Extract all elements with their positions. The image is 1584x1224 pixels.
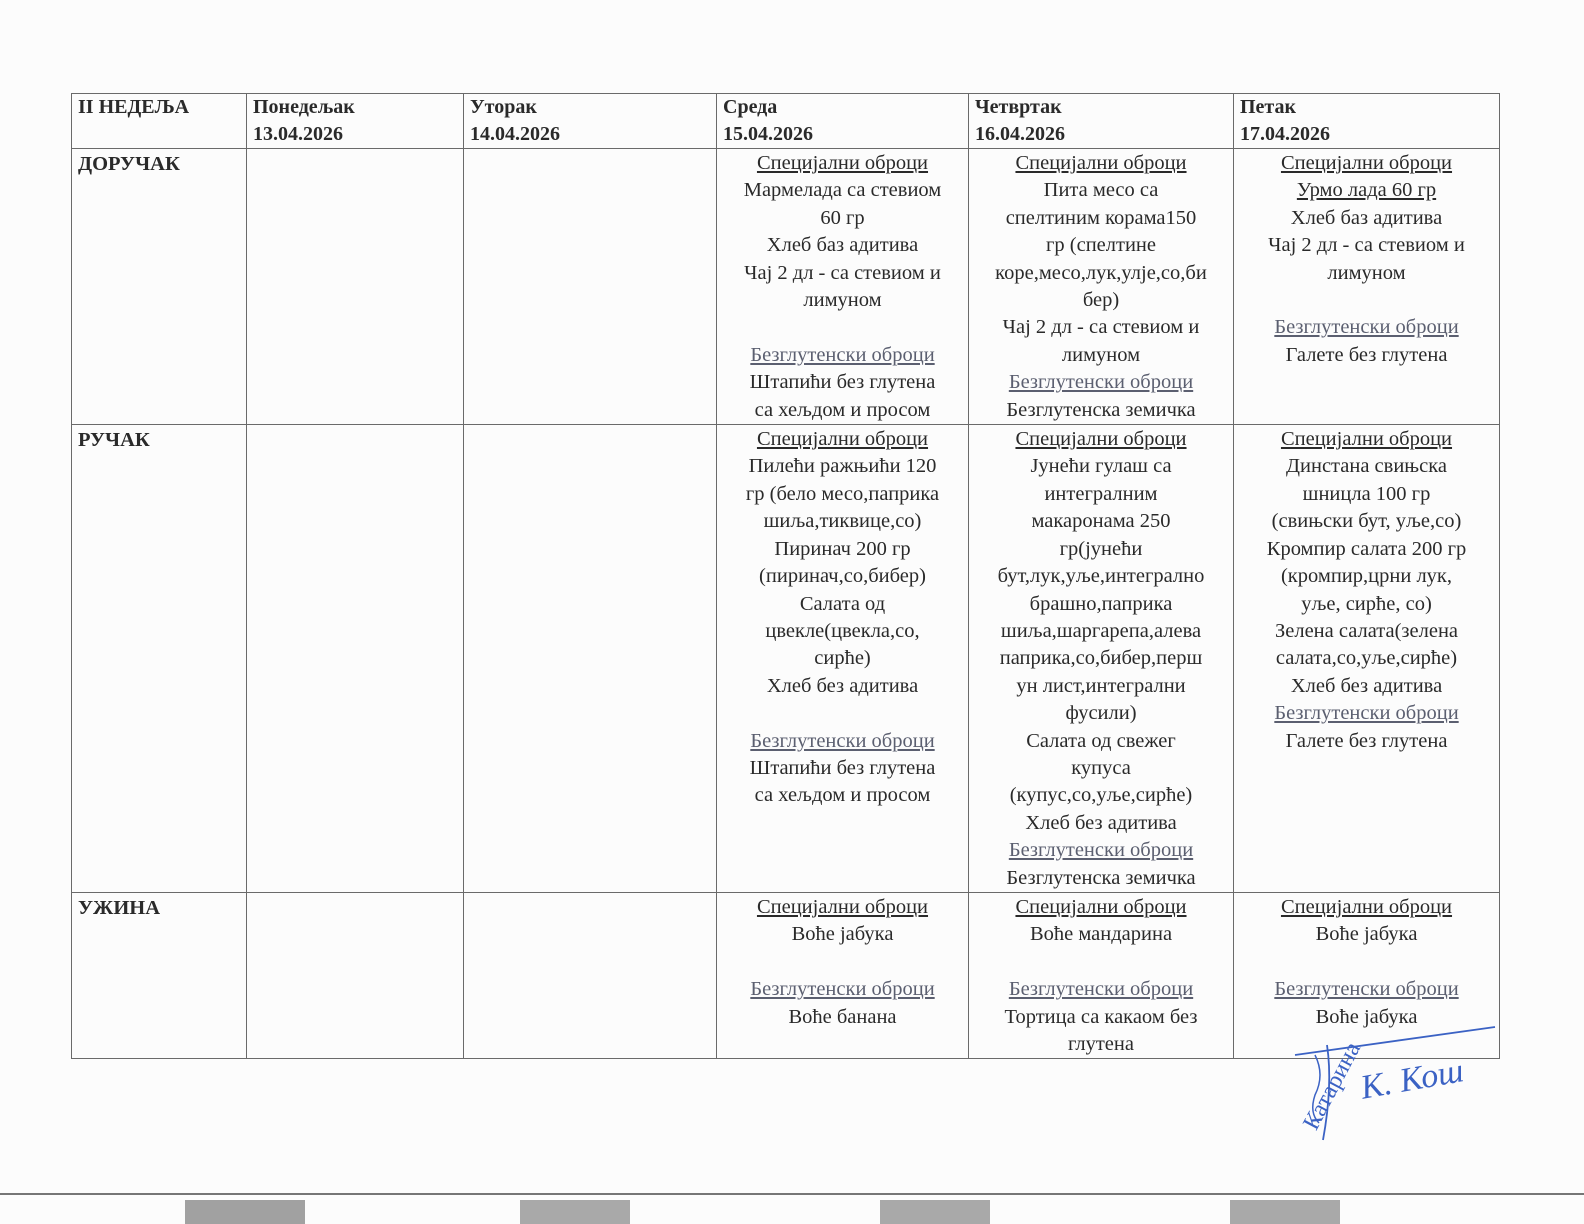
menu-cell bbox=[1234, 149, 1500, 425]
menu-line: Салата од свежег bbox=[1026, 729, 1176, 752]
gluten-free-heading: Безглутенски оброци bbox=[1274, 316, 1459, 339]
scan-edge-artifact bbox=[0, 1190, 1584, 1224]
menu-line: Јунећи гулаш са bbox=[1030, 455, 1172, 478]
menu-line: лимуном bbox=[803, 289, 882, 312]
day-name: Уторак bbox=[470, 96, 537, 118]
blank-line bbox=[1236, 287, 1497, 314]
menu-line: (кромпир,црни лук, bbox=[1280, 565, 1453, 588]
menu-cell bbox=[247, 425, 464, 893]
menu-line: салата,со,уље,сирће) bbox=[1275, 647, 1458, 670]
menu-line: Тортица са какаом без bbox=[1004, 1005, 1198, 1028]
menu-line: Безглутенска земичка bbox=[1006, 866, 1196, 889]
special-meals-heading: Специјални оброци bbox=[1280, 895, 1453, 918]
menu-line: фусили) bbox=[1065, 702, 1137, 725]
menu-line: Пиринач 200 гр bbox=[774, 537, 911, 560]
menu-line: Салата од bbox=[799, 592, 886, 615]
menu-line: паприка,со,бибер,перш bbox=[999, 647, 1203, 670]
stamp-signature bbox=[1275, 1015, 1505, 1150]
signature: К. Кош bbox=[1357, 1052, 1467, 1107]
menu-line: интегралним bbox=[1044, 482, 1158, 505]
day-date: 16.04.2026 bbox=[975, 123, 1065, 145]
special-meals-heading: Специјални оброци bbox=[1015, 428, 1187, 451]
menu-cell bbox=[969, 892, 1234, 1058]
gluten-free-heading: Безглутенски оброци bbox=[1274, 702, 1459, 725]
day-date: 15.04.2026 bbox=[723, 123, 813, 145]
gluten-free-heading: Безглутенски оброци bbox=[1008, 371, 1194, 394]
day-name: Четвртак bbox=[975, 96, 1062, 118]
menu-line: гр(јунећи bbox=[1059, 537, 1143, 560]
menu-line: ун лист,интегрални bbox=[1016, 674, 1186, 697]
gluten-free-heading: Безглутенски оброци bbox=[1008, 839, 1194, 862]
menu-line: Чај 2 дл - са стевиом и bbox=[1268, 234, 1465, 257]
menu-line: лимуном bbox=[1061, 343, 1141, 366]
menu-line: бут,лук,уље,интегрално bbox=[997, 565, 1205, 588]
menu-line: макаронама 250 bbox=[1031, 510, 1171, 533]
menu-line: (пиринач,со,бибер) bbox=[759, 565, 926, 588]
menu-cell bbox=[1234, 425, 1500, 893]
menu-line: Кромпир салата 200 гр bbox=[1266, 537, 1467, 560]
day-header-monday bbox=[247, 94, 464, 149]
blank-line bbox=[1236, 949, 1497, 976]
menu-line: са хељдом и просом bbox=[754, 784, 931, 807]
menu-line: Воће мандарина bbox=[1029, 923, 1173, 946]
menu-cell bbox=[464, 892, 717, 1058]
menu-line: Хлеб баз адитива bbox=[1290, 206, 1443, 229]
day-name: Петак bbox=[1240, 96, 1297, 118]
menu-line: Хлеб без адитива bbox=[1025, 811, 1177, 834]
day-date: 13.04.2026 bbox=[253, 123, 343, 145]
menu-line: гр (бело месо,паприка bbox=[745, 482, 940, 505]
special-meals-heading: Специјални оброци bbox=[1015, 152, 1187, 174]
menu-line: брашно,паприка bbox=[1029, 592, 1173, 615]
gluten-free-heading: Безглутенски оброци bbox=[750, 978, 935, 1001]
menu-line: са хељдом и просом bbox=[754, 398, 931, 421]
menu-line: Хлеб без адитива bbox=[766, 674, 919, 697]
menu-line: (свињски бут, уље,со) bbox=[1271, 510, 1462, 533]
special-meals-heading: Специјални оброци bbox=[756, 152, 929, 174]
menu-line: (купус,со,уље,сирће) bbox=[1009, 784, 1193, 807]
menu-cell bbox=[247, 149, 464, 425]
menu-line: лимуном bbox=[1327, 261, 1406, 284]
menu-line: гр (спелтине bbox=[1045, 234, 1156, 257]
menu-line: Воће банана bbox=[788, 1005, 897, 1028]
menu-line: сирће) bbox=[814, 647, 871, 670]
gluten-free-heading: Безглутенски оброци bbox=[750, 343, 935, 366]
meal-label-breakfast: ДОРУЧАК bbox=[72, 149, 247, 425]
menu-line: Пита месо са bbox=[1043, 179, 1159, 202]
special-meals-heading: Урмо лада 60 гр bbox=[1296, 179, 1437, 202]
day-header-wednesday bbox=[717, 94, 969, 149]
meal-label-snack: УЖИНА bbox=[72, 892, 247, 1058]
menu-line: бер) bbox=[1082, 289, 1120, 312]
menu-line: Штапићи без глутена bbox=[749, 371, 936, 394]
special-meals-heading: Специјални оброци bbox=[1280, 428, 1453, 451]
menu-cell bbox=[464, 425, 717, 893]
special-meals-heading: Специјални оброци bbox=[756, 428, 929, 451]
menu-line: Галете без глутена bbox=[1285, 343, 1448, 366]
day-header-tuesday bbox=[464, 94, 717, 149]
menu-line: Воће јабука bbox=[791, 923, 894, 946]
menu-line: Воће јабука bbox=[1315, 923, 1418, 946]
menu-cell bbox=[969, 149, 1234, 425]
header-row bbox=[72, 94, 1500, 149]
day-name: Понедељак bbox=[253, 96, 355, 118]
menu-line: спелтиним корама150 bbox=[1005, 206, 1197, 229]
weekly-menu-table bbox=[71, 93, 1500, 1059]
menu-line: уље, сирће, со) bbox=[1301, 592, 1432, 615]
gluten-free-heading: Безглутенски оброци bbox=[750, 729, 935, 752]
menu-line: Хлеб баз адитива bbox=[766, 234, 919, 257]
menu-line: шницла 100 гр bbox=[1302, 482, 1431, 505]
menu-cell bbox=[717, 425, 969, 893]
day-name: Среда bbox=[723, 96, 778, 118]
menu-line: Мармелада са стевиом bbox=[743, 179, 942, 202]
menu-line: 60 гр bbox=[820, 206, 865, 229]
menu-line: шиља,тиквице,со) bbox=[763, 510, 922, 533]
stamp-text: Катарина bbox=[1298, 1037, 1367, 1135]
menu-line: Чај 2 дл - са стевиом и bbox=[744, 261, 941, 284]
gluten-free-heading: Безглутенски оброци bbox=[1008, 978, 1194, 1001]
special-meals-heading: Специјални оброци bbox=[1015, 895, 1187, 918]
day-date: 14.04.2026 bbox=[470, 123, 560, 145]
menu-line: Пилећи ражњићи 120 bbox=[748, 455, 937, 478]
special-meals-heading: Специјални оброци bbox=[756, 895, 929, 918]
menu-cell bbox=[464, 149, 717, 425]
special-meals-heading: Специјални оброци bbox=[1280, 152, 1453, 174]
menu-line: Штапићи без глутена bbox=[749, 756, 936, 779]
signature-stroke bbox=[1295, 1027, 1495, 1055]
gluten-free-heading: Безглутенски оброци bbox=[1274, 978, 1459, 1001]
menu-line: шиља,шаргарепа,алева bbox=[1000, 619, 1202, 642]
menu-line: коре,месо,лук,улје,со,би bbox=[995, 261, 1207, 284]
stamp-seal bbox=[1298, 1037, 1366, 1134]
menu-cell bbox=[717, 892, 969, 1058]
blank-line bbox=[719, 700, 966, 727]
menu-cell bbox=[717, 149, 969, 425]
week-label: II НЕДЕЉА bbox=[72, 94, 247, 149]
meal-row-breakfast bbox=[72, 149, 1500, 425]
menu-line: Галете без глутена bbox=[1285, 729, 1448, 752]
day-header-friday bbox=[1234, 94, 1500, 149]
menu-line: Динстана свињска bbox=[1286, 455, 1447, 478]
menu-line: купуса bbox=[1071, 756, 1131, 779]
day-date: 17.04.2026 bbox=[1240, 123, 1330, 145]
menu-line: Воће јабука bbox=[1315, 1005, 1418, 1028]
meal-label-lunch: РУЧАК bbox=[72, 425, 247, 893]
menu-cell bbox=[247, 892, 464, 1058]
menu-cell bbox=[969, 425, 1234, 893]
menu-line: цвекле(цвекла,со, bbox=[765, 619, 920, 642]
menu-line: Чај 2 дл - са стевиом и bbox=[1002, 316, 1200, 339]
meal-row-lunch bbox=[72, 425, 1500, 893]
menu-line: глутена bbox=[1068, 1032, 1134, 1055]
menu-line: Безглутенска земичка bbox=[1006, 398, 1196, 421]
menu-line: Хлеб без адитива bbox=[1290, 674, 1443, 697]
blank-line bbox=[971, 949, 1231, 976]
day-header-thursday bbox=[969, 94, 1234, 149]
blank-line bbox=[719, 949, 966, 976]
blank-line bbox=[719, 314, 966, 341]
menu-line: Зелена салата(зелена bbox=[1274, 619, 1459, 642]
